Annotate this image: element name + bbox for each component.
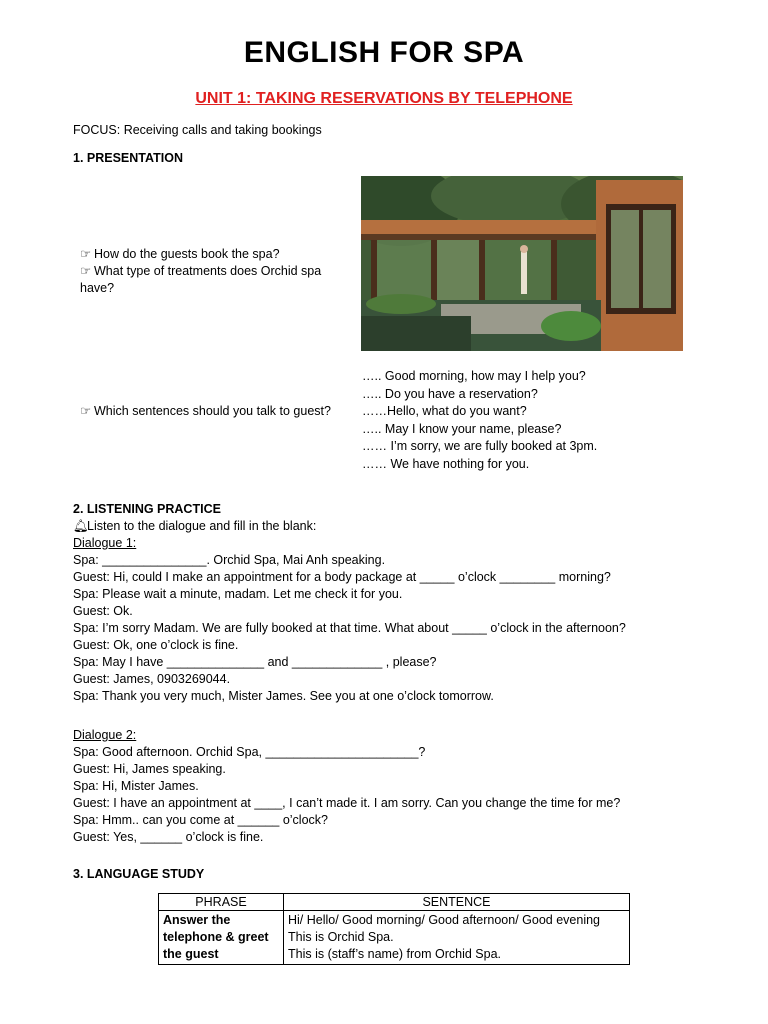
dialogue-1-title: Dialogue 1: [73, 536, 137, 550]
sentence-option: ……Hello, what do you want? [362, 404, 527, 418]
dialogue-line: Spa: Good afternoon. Orchid Spa, ______________________? [73, 745, 426, 759]
dialogue-line: Spa: Please wait a minute, madam. Let me check it for you. [73, 587, 403, 601]
column-header-phrase: PHRASE [159, 894, 284, 911]
question-which-sentences: ☞ Which sentences should you talk to guest? [80, 404, 331, 418]
spa-photo [361, 176, 683, 351]
sentence-line: Hi/ Hello/ Good morning/ Good afternoon/ Good evening [288, 913, 600, 927]
section-language-heading: 3. LANGUAGE STUDY [73, 867, 205, 881]
column-header-sentence: SENTENCE [284, 894, 630, 911]
dialogue-line: Guest: James, 0903269044. [73, 672, 231, 686]
focus-line: FOCUS: Receiving calls and taking bookings [73, 123, 322, 137]
section-listening-heading: 2. LISTENING PRACTICE [73, 502, 221, 516]
dialogue-line: Guest: Ok. [73, 604, 133, 618]
dialogue-line: Spa: _______________. Orchid Spa, Mai Anh speaking. [73, 553, 386, 567]
unit-title: UNIT 1: TAKING RESERVATIONS BY TELEPHONE [195, 90, 573, 107]
dialogue-line: Spa: I’m sorry Madam. We are fully booked at that time. What about _____ o’clock in the afternoon? [73, 621, 626, 635]
dialogue-line: Guest: Hi, James speaking. [73, 762, 226, 776]
sentence-options [362, 368, 597, 473]
section-presentation-heading: 1. PRESENTATION [73, 151, 183, 165]
sentence-option: ….. Do you have a reservation? [362, 386, 538, 401]
question-item: ☞ How do the guests book the spa? [80, 247, 280, 261]
dialogue-line: Spa: Hmm.. can you come at ______ o’clock? [73, 813, 328, 827]
page-title: ENGLISH FOR SPA [243, 36, 525, 69]
dialogue-line: Spa: May I have ______________ and _____________ , please? [73, 655, 437, 669]
sentence-cell [284, 911, 630, 965]
sentence-line: This is Orchid Spa. [288, 930, 394, 944]
table-header-row [159, 894, 630, 911]
dialogue-line: Guest: I have an appointment at ____, I can’t made it. I am sorry. Can you change the time for me? [73, 796, 621, 810]
phrase-cell: Answer the telephone & greet the guest [159, 911, 284, 965]
dialogue-line: Guest: Hi, could I make an appointment for a body package at _____ o’clock ________ morning? [73, 570, 611, 584]
language-study-table [158, 893, 630, 965]
sentence-option: …… I’m sorry, we are fully booked at 3pm. [362, 439, 598, 453]
listening-instruction: 🔔︎Listen to the dialogue and fill in the blank: [73, 519, 317, 533]
pointing-hand-icon: ☞ [80, 247, 92, 261]
dialogue-line: Guest: Ok, one o’clock is fine. [73, 638, 239, 652]
sentence-option: ….. Good morning, how may I help you? [362, 369, 586, 383]
pointing-hand-icon: ☞ [80, 404, 92, 418]
dialogue-1 [73, 535, 626, 705]
dialogue-2 [73, 727, 620, 846]
sentence-option: …… We have nothing for you. [362, 456, 530, 471]
dialogue-line: Spa: Hi, Mister James. [73, 779, 199, 793]
table-row [159, 911, 630, 965]
pointing-hand-icon: ☞ [80, 264, 92, 278]
question-item: ☞ What type of treatments does Orchid spa have? [80, 264, 322, 295]
bell-icon: 🔔︎ [73, 519, 89, 533]
dialogue-line: Guest: Yes, ______ o’clock is fine. [73, 830, 264, 844]
dialogue-line: Spa: Thank you very much, Mister James. See you at one o’clock tomorrow. [73, 689, 494, 703]
sentence-option: ….. May I know your name, please? [362, 421, 562, 436]
dialogue-2-title: Dialogue 2: [73, 728, 137, 742]
sentence-line: This is (staff’s name) from Orchid Spa. [288, 947, 502, 961]
presentation-questions [80, 246, 350, 297]
